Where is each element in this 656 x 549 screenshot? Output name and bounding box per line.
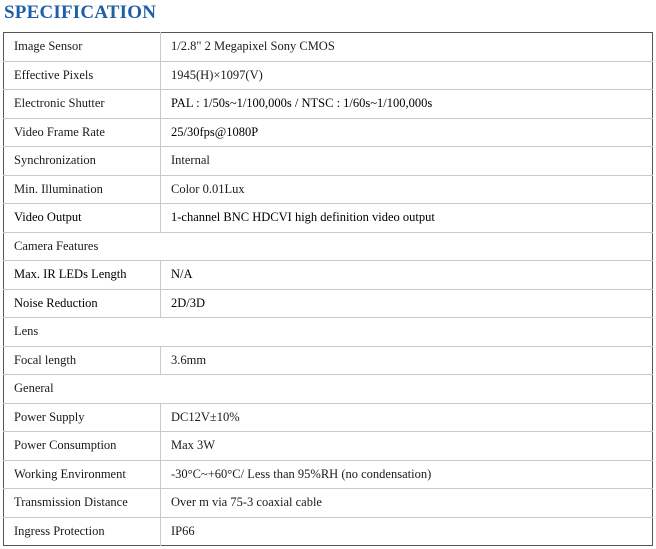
section-heading: Lens [4,318,653,347]
section-heading: General [4,375,653,404]
spec-value: Max 3W [161,432,653,461]
table-row [4,460,653,489]
table-row [4,175,653,204]
table-row [4,147,653,176]
specification-table [3,32,653,546]
spec-value: N/A [161,261,653,290]
table-row [4,204,653,233]
section-row [4,232,653,261]
spec-label: Working Environment [4,460,161,489]
section-row [4,375,653,404]
spec-label: Video Frame Rate [4,118,161,147]
spec-label: Synchronization [4,147,161,176]
spec-label: Power Supply [4,403,161,432]
spec-label: Noise Reduction [4,289,161,318]
table-row [4,346,653,375]
spec-label: Transmission Distance [4,489,161,518]
spec-label: Min. Illumination [4,175,161,204]
table-row [4,432,653,461]
spec-value: PAL : 1/50s~1/100,000s / NTSC : 1/60s~1/100,000s [161,90,653,119]
spec-label: Effective Pixels [4,61,161,90]
spec-value: Internal [161,147,653,176]
table-row [4,118,653,147]
table-row [4,33,653,62]
spec-value: 3.6mm [161,346,653,375]
table-row [4,289,653,318]
table-row [4,61,653,90]
spec-label: Video Output [4,204,161,233]
spec-label: Power Consumption [4,432,161,461]
spec-value: -30°C~+60°C/ Less than 95%RH (no condensation) [161,460,653,489]
spec-value: IP66 [171,523,195,538]
spec-label: Electronic Shutter [4,90,161,119]
table-row [4,517,653,546]
table-row [4,261,653,290]
section-heading: Camera Features [4,232,653,261]
spec-value: 1-channel BNC HDCVI high definition video output [161,204,653,233]
table-row [4,90,653,119]
table-row [4,489,653,518]
spec-label: Focal length [4,346,161,375]
spec-value: Color 0.01Lux [161,175,653,204]
spec-value: DC12V±10% [161,403,653,432]
table-row [4,403,653,432]
spec-label: Ingress Protection [4,517,161,546]
spec-label: Image Sensor [4,33,161,62]
spec-value: 1945(H)×1097(V) [161,61,653,90]
page-title: SPECIFICATION [4,2,157,23]
spec-value: 1/2.8" 2 Megapixel Sony CMOS [161,33,653,62]
spec-value: 25/30fps@1080P [161,118,653,147]
spec-value: Over m via 75-3 coaxial cable [161,489,653,518]
section-row [4,318,653,347]
spec-label: Max. IR LEDs Length [4,261,161,290]
spec-value: 2D/3D [161,289,653,318]
